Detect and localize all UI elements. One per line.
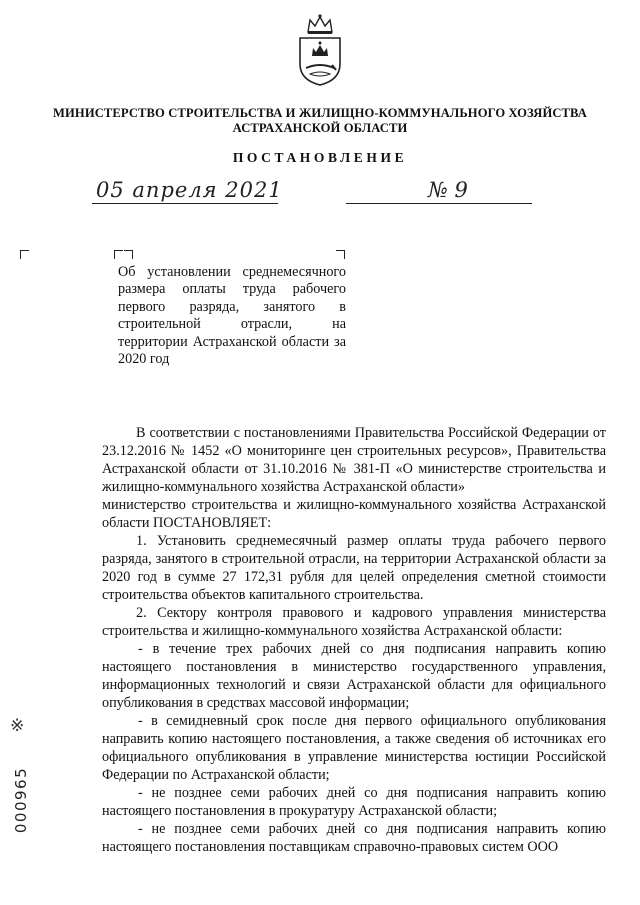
document-type-title: ПОСТАНОВЛЕНИЕ [232,150,408,165]
bullet-3-paragraph: - не позднее семи рабочих дней со дня подписания направить копию настоящего постановления в прокуратуру Астраханской области; [102,785,606,819]
bullet-1-paragraph: - в течение трех рабочих дней со дня подписания направить копию настоящего постановления в министерство государственного управления, информационных технологий и связи Астраханской области для официального опубликования в средствах массовой информации; [102,641,606,711]
item-2-paragraph: 2. Сектору контроля правового и кадрового управления министерства строительства и жилищно-коммунального хозяйства Астраханской области: [102,605,606,639]
document-body [102,424,606,856]
preamble-paragraph: В соответствии с постановлениями Правительства Российской Федерации от 23.12.2016 № 1452 «О мониторинге цен строительных ресурсов», Правительства Астраханской области от 31.10.2016 № 381-П «О министерстве строительства и жилищно-коммунального хозяйства Астраханской области» [102,425,606,495]
corner-mark-subject-inner [124,250,133,259]
corner-mark-subject-right [336,250,345,259]
bullet-4-paragraph: - не позднее семи рабочих дней со дня подписания направить копию настоящего постановления поставщикам справочно-правовых систем ООО [102,821,606,855]
bullet-2-paragraph: - в семидневный срок после дня первого официального опубликования направить копию настоящего постановления, а также сведения об источниках его официального опубликования в управление министерства юстиции Российской Федерации по Астраханской области; [102,713,606,783]
ministry-name [20,106,620,136]
margin-serial-stamp [6,766,36,838]
document-subject: Об установлении среднемесячного размера оплаты труда рабочего первого разряда, занятого в строительной отрасли, на территории Астраханской области за 2020 год [118,264,346,368]
handwritten-number: № 9 [428,178,468,202]
item-1-paragraph: 1. Установить среднемесячный размер оплаты труда рабочего первого разряда, занятого в строительной отрасли, на территории Астраханской области за 2020 год в сумме 27 172,31 рубля для целей определения сметной стоимости строительства объектов капитального строительства. [102,533,606,603]
corner-mark-subject-left [114,250,123,259]
ministry-name-line1: МИНИСТЕРСТВО СТРОИТЕЛЬСТВА И ЖИЛИЩНО-КОММУНАЛЬНОГО ХОЗЯЙСТВА [53,106,587,120]
corner-mark-left [20,250,29,259]
ministry-name-line2: АСТРАХАНСКОЙ ОБЛАСТИ [232,121,408,135]
number-underline [346,203,532,204]
date-underline [92,203,278,204]
coat-of-arms-icon [292,12,348,88]
margin-asterisk-mark: ※ [10,716,25,736]
serial-number: 000965 [12,766,30,834]
handwritten-date: 05 апреля 2021 [96,178,283,202]
decree-paragraph: министерство строительства и жилищно-коммунального хозяйства Астраханской области ПОСТАНОВЛЯЕТ: [102,497,606,531]
